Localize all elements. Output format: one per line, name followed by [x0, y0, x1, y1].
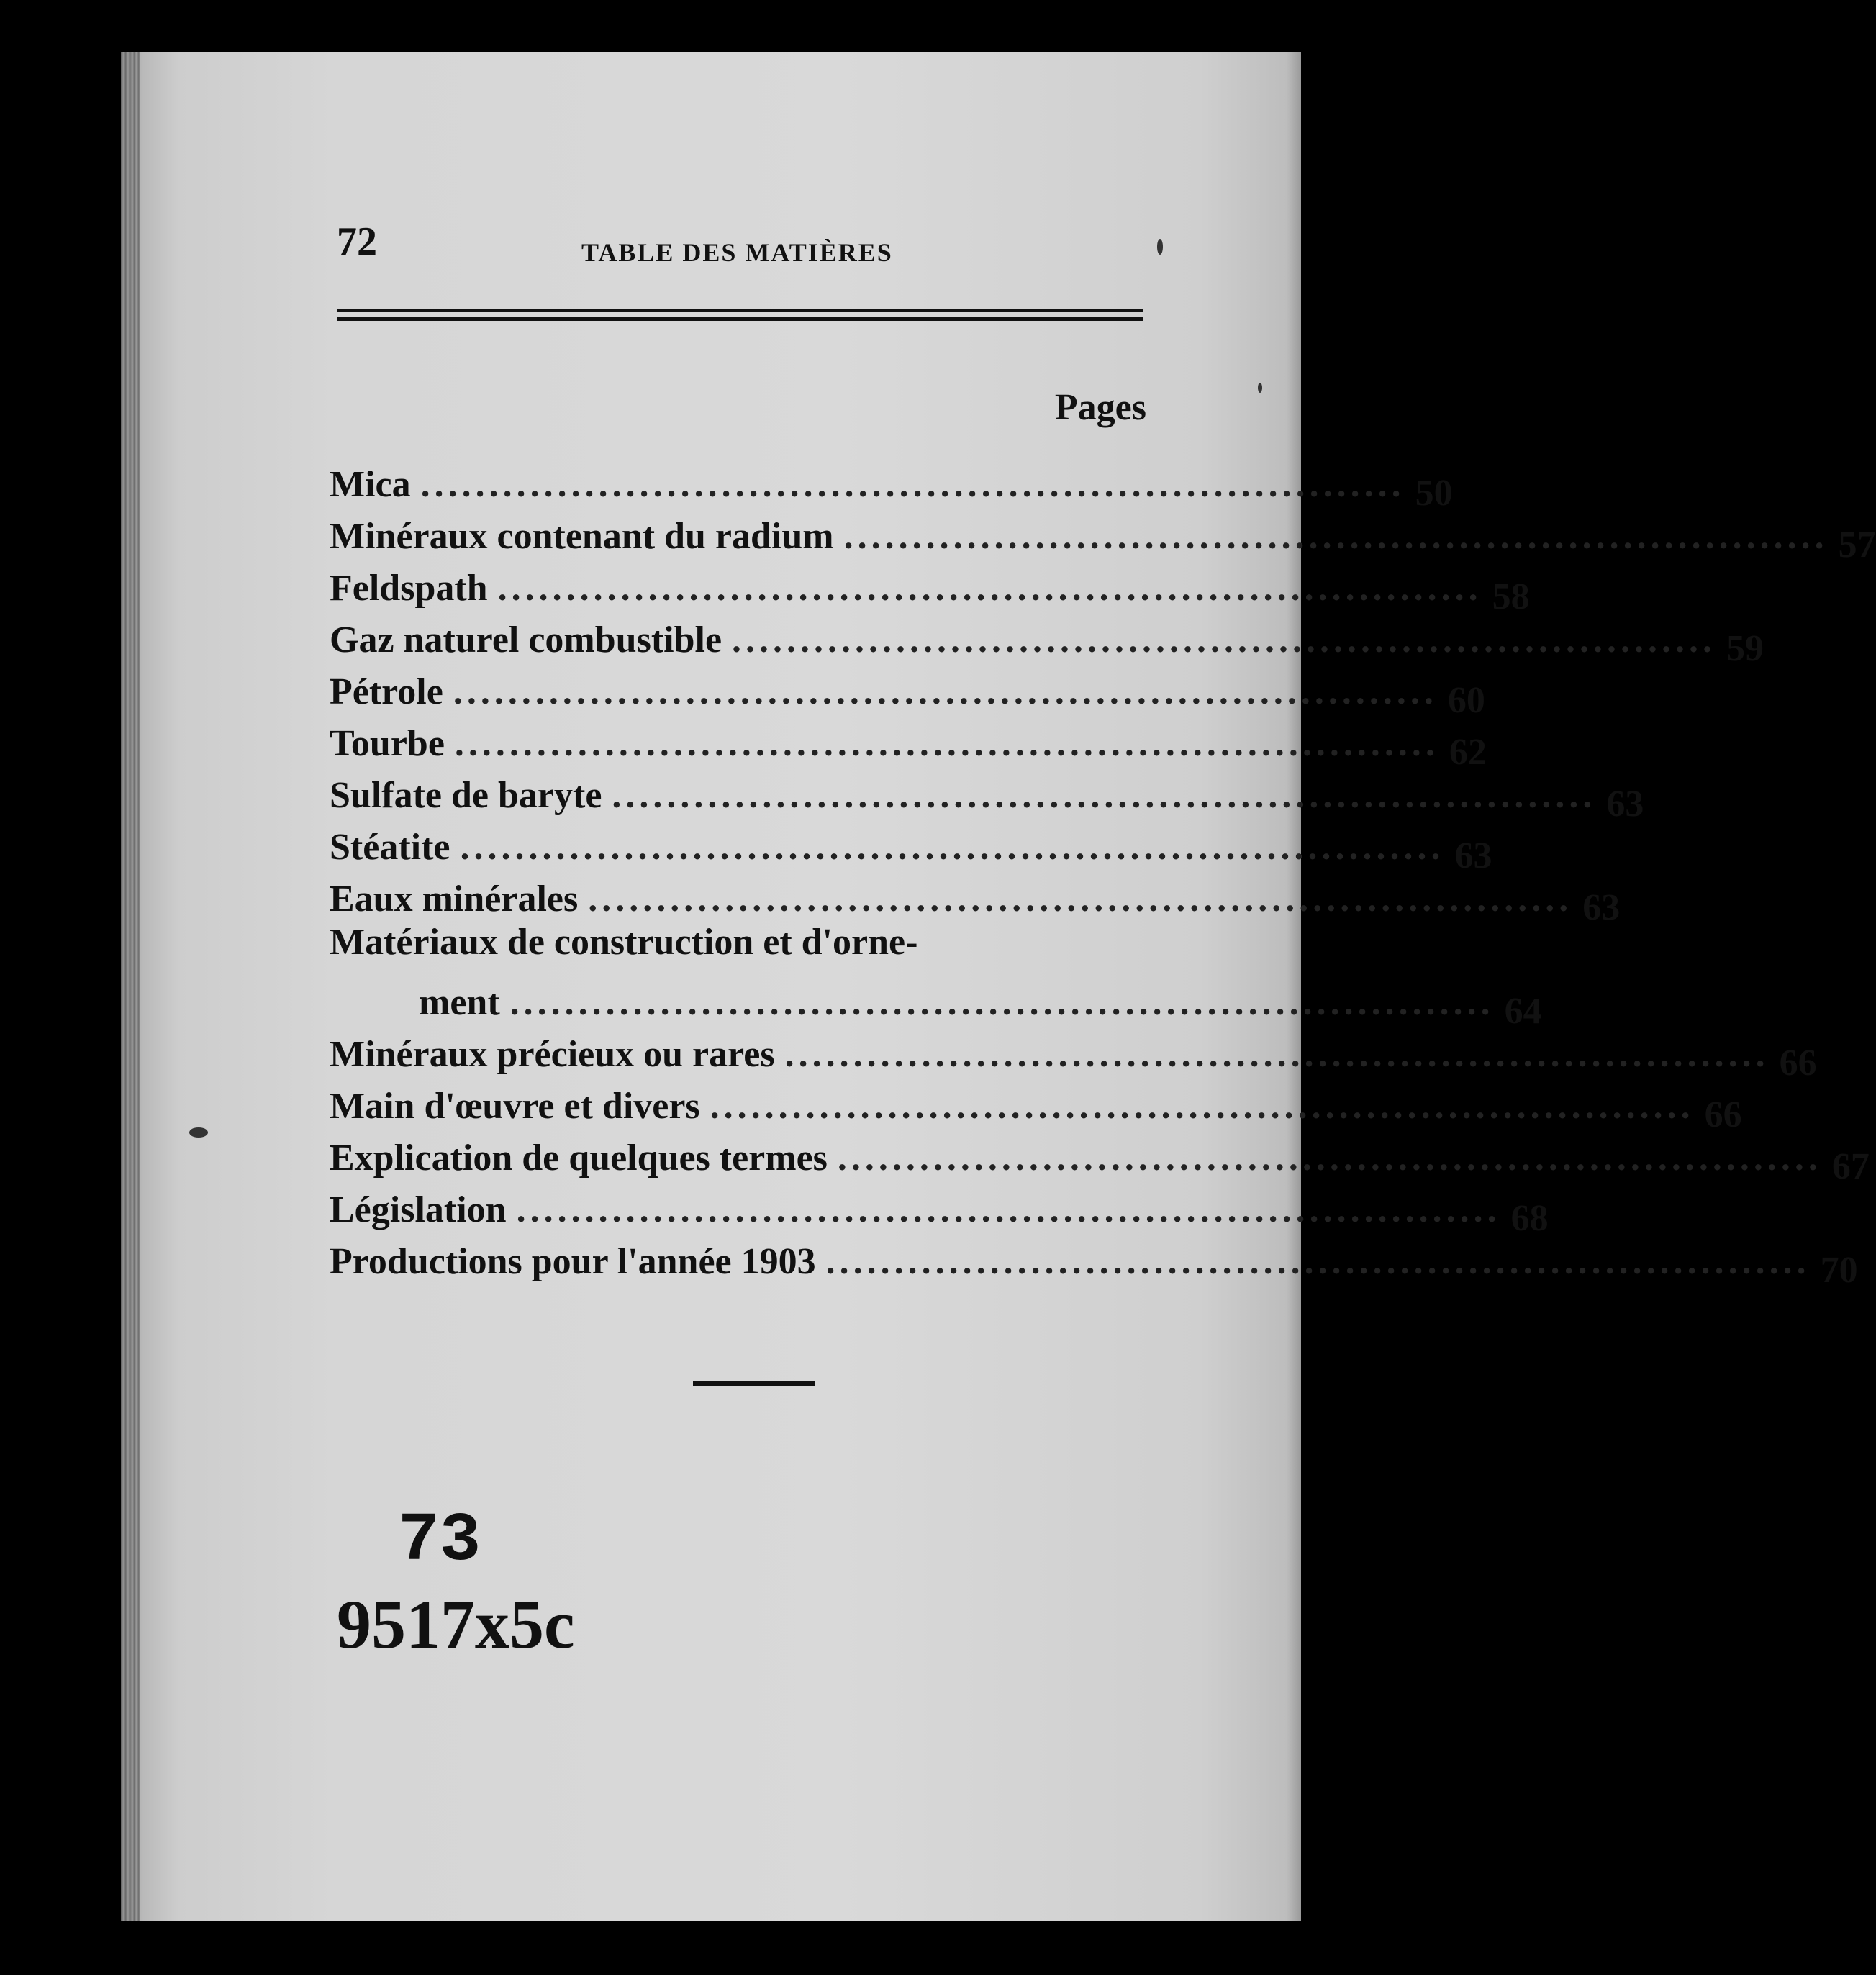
toc-entry-title: Stéatite — [330, 827, 450, 868]
page-number: 72 — [337, 219, 377, 264]
dot-leader: ........................................................................ — [837, 1138, 1822, 1179]
toc-entry — [330, 507, 1876, 566]
toc-entry — [330, 1076, 1742, 1135]
dot-leader: ........................................................................ — [420, 464, 1405, 505]
toc-entry-page: 68 — [1510, 1198, 1549, 1239]
toc-entry-title: Feldspath — [330, 568, 488, 609]
toc-entry-page: 67 — [1831, 1146, 1870, 1187]
toc-entry-page: 50 — [1415, 473, 1453, 514]
toc-entry — [330, 662, 1485, 721]
toc-entry-title: Minéraux contenant du radium — [330, 516, 834, 557]
dot-leader: ........................................................................ — [732, 619, 1717, 660]
toc-entry — [330, 1180, 1549, 1239]
header-double-rule — [337, 309, 1143, 321]
dot-leader: ........................................................................ — [509, 982, 1495, 1023]
toc-entry-page: 63 — [1454, 835, 1492, 876]
toc-entry-title: Mica — [330, 464, 411, 505]
dot-leader: ........................................................................ — [497, 568, 1482, 609]
toc-entry-title-continued: ment — [419, 982, 500, 1023]
scanned-page — [121, 52, 1876, 1921]
archive-annotation-code: 9517x5c — [337, 1586, 575, 1663]
dot-leader: ........................................................................ — [825, 1241, 1811, 1282]
end-rule — [693, 1381, 815, 1386]
archive-annotation-number: 73 — [398, 1502, 481, 1580]
dot-leader: ........................................................................ — [516, 1189, 1501, 1230]
toc-entry — [330, 1128, 1870, 1187]
dot-leader: ........................................................................ — [588, 878, 1573, 920]
toc-entry-title: Productions pour l'année 1903 — [330, 1241, 816, 1282]
dot-leader: ........................................................................ — [612, 775, 1597, 816]
pages-column-header: Pages — [1054, 387, 1146, 428]
toc-entry-title: Tourbe — [330, 723, 445, 764]
toc-entry-page: 58 — [1492, 576, 1530, 617]
toc-entry-title: Explication de quelques termes — [330, 1138, 828, 1179]
toc-entry-page: 64 — [1504, 991, 1542, 1032]
toc-entry-page: 57 — [1838, 525, 1876, 566]
toc-entry-title: Matériaux de construction et d'orne- — [330, 922, 918, 963]
toc-entry — [330, 714, 1487, 773]
dot-leader: ........................................................................ — [453, 671, 1438, 712]
toc-entry-continuation — [330, 973, 1542, 1032]
scan-speck — [1157, 239, 1163, 255]
toc-entry-title: Pétrole — [330, 671, 443, 712]
toc-entry-title: Législation — [330, 1189, 507, 1230]
toc-entry-page: 66 — [1704, 1094, 1742, 1135]
toc-entry-page: 63 — [1606, 784, 1644, 825]
toc-entry-title: Sulfate de baryte — [330, 775, 602, 816]
toc-entry-title: Gaz naturel combustible — [330, 619, 722, 660]
table-of-contents — [330, 455, 1876, 1291]
toc-entry-title: Minéraux précieux ou rares — [330, 1034, 775, 1075]
dot-leader: ........................................................................ — [460, 827, 1445, 868]
toc-entry — [330, 610, 1764, 669]
toc-entry-page: 59 — [1726, 628, 1764, 669]
toc-entry — [330, 558, 1530, 617]
toc-entry — [330, 455, 1453, 514]
scan-speck — [1258, 383, 1262, 393]
scan-speck — [189, 1127, 208, 1138]
toc-entry — [330, 1232, 1858, 1291]
toc-entry — [330, 1025, 1817, 1084]
toc-entry-title: Main d'œuvre et divers — [330, 1086, 700, 1127]
dot-leader: ........................................................................ — [710, 1086, 1695, 1127]
running-title: TABLE DES MATIÈRES — [581, 238, 893, 267]
dot-leader: ........................................................................ — [454, 723, 1439, 764]
toc-entry — [330, 869, 1621, 928]
toc-entry-page: 62 — [1449, 732, 1487, 773]
toc-entry-page: 66 — [1779, 1043, 1817, 1084]
dot-leader: ........................................................................ — [784, 1034, 1769, 1075]
toc-entry — [330, 817, 1492, 876]
toc-entry-page: 63 — [1582, 887, 1621, 928]
dot-leader: ........................................................................ — [843, 516, 1829, 557]
toc-entry-title: Eaux minérales — [330, 878, 579, 920]
toc-entry-page: 70 — [1820, 1250, 1858, 1291]
toc-entry — [330, 766, 1644, 825]
toc-entry — [330, 921, 1542, 1032]
toc-entry-wrapped — [330, 921, 1542, 1032]
toc-entry-page: 60 — [1447, 680, 1485, 721]
